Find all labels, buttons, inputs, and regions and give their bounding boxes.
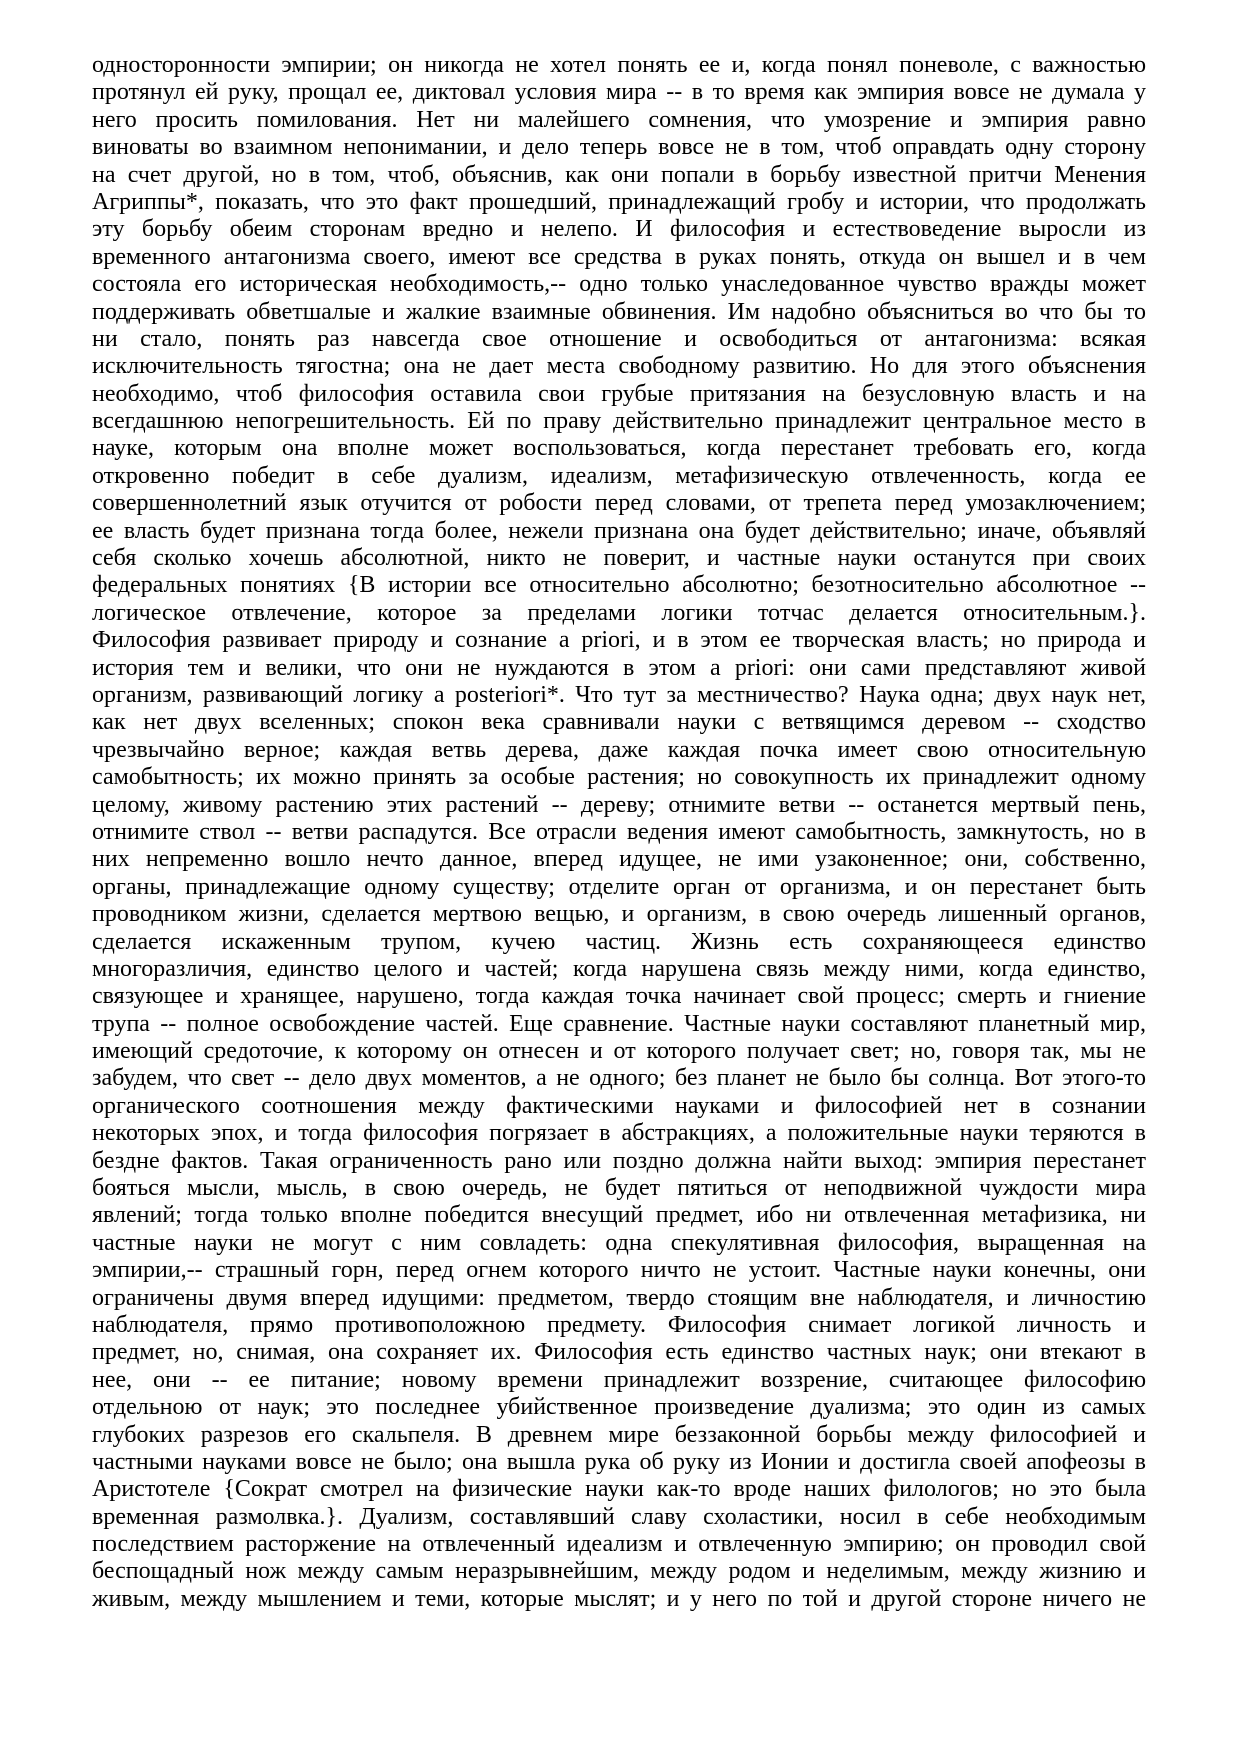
text-line: исключительность тягостна; она не дает места свободному развитию. Но для этого объяснения <box>92 353 1146 380</box>
text-line: отдельною от наук; это последнее убийственное произведение дуализма; это один из самых <box>92 1394 1146 1421</box>
text-line: многоразличия, единство целого и частей; когда нарушена связь между ними, когда единство, <box>92 955 1146 982</box>
text-line: самобытность; их можно принять за особые растения; но совокупность их принадлежит одному <box>92 764 1146 791</box>
text-line: откровенно победит в себе дуализм, идеализм, метафизическую отвлеченность, когда ее <box>92 462 1146 489</box>
text-line: временного антагонизма своего, имеют все средства в руках понять, откуда он вышел и в чем <box>92 243 1146 270</box>
text-line: односторонности эмпирии; он никогда не хотел понять ее и, когда понял поневоле, с важностью <box>92 52 1146 78</box>
text-line: нее, они -- ее питание; новому времени принадлежит воззрение, считающее философию <box>92 1366 1146 1393</box>
text-line: Аристотеле {Сократ смотрел на физические науки как-то вроде наших филологов; но это была <box>92 1476 1146 1503</box>
text-line: отнимите ствол -- ветви распадутся. Все отрасли ведения имеют самобытность, замкнутость, но в <box>92 818 1146 845</box>
text-line: временная размолвка.}. Дуализм, составлявший славу схоластики, носил в себе необходимым <box>92 1503 1146 1530</box>
text-line: трупа -- полное освобождение частей. Еще сравнение. Частные науки составляют планетный мир, <box>92 1010 1146 1037</box>
text-line: живым, между мышлением и теми, которые мыслят; и у него по той и другой стороне ничего не <box>92 1585 1146 1612</box>
text-line: состояла его историческая необходимость,-- одно только унаследованное чувство вражды может <box>92 271 1146 298</box>
text-line: частные науки не могут с ним совладеть: одна спекулятивная философия, выращенная на <box>92 1229 1146 1256</box>
text-line: имеющий средоточие, к которому он отнесен и от которого получает свет; но, говоря так, мы не <box>92 1038 1146 1065</box>
text-line: Агриппы*, показать, что это факт прошедший, принадлежащий гробу и истории, что продолжать <box>92 188 1146 215</box>
text-line: целому, живому растению этих растений -- дереву; отнимите ветви -- останется мертвый пень, <box>92 791 1146 818</box>
text-line: история тем и велики, что они не нуждаются в этом a priori: они сами представляют живой <box>92 654 1146 681</box>
text-line: совершеннолетний язык отучится от робости перед словами, от трепета перед умозаключением; <box>92 490 1146 517</box>
text-line: виноваты во взаимном непонимании, и дело теперь вовсе не в том, чтоб оправдать одну сторону <box>92 134 1146 161</box>
text-line: беспощадный нож между самым неразрывнейшим, между родом и неделимым, между жизнию и <box>92 1558 1146 1585</box>
text-line: последствием расторжение на отвлеченный идеализм и отвлеченную эмпирию; он проводил свой <box>92 1531 1146 1558</box>
text-line: некоторых эпох, и тогда философия погрязает в абстракциях, а положительные науки теряются в <box>92 1120 1146 1147</box>
text-line: логическое отвлечение, которое за пределами логики тотчас делается относительным.}. <box>92 599 1146 626</box>
text-line: связующее и хранящее, нарушено, тогда каждая точка начинает свой процесс; смерть и гниение <box>92 983 1146 1010</box>
text-line: необходимо, чтоб философия оставила свои грубые притязания на безусловную власть и на <box>92 380 1146 407</box>
text-line: органического соотношения между фактическими науками и философией нет в сознании <box>92 1092 1146 1119</box>
text-line: себя сколько хочешь абсолютной, никто не поверит, и частные науки останутся при своих <box>92 545 1146 572</box>
text-line: поддерживать обветшалые и жалкие взаимные обвинения. Им надобно объясниться во что бы то <box>92 298 1146 325</box>
text-line: бояться мысли, мысль, в свою очередь, не будет пятиться от неподвижной чуждости мира <box>92 1175 1146 1202</box>
text-line: частными науками вовсе не было; она вышла рука об руку из Ионии и достигла своей апофеозы в <box>92 1448 1146 1475</box>
text-line: организм, развивающий логику a posteriori*. Что тут за местничество? Наука одна; двух наук нет, <box>92 681 1146 708</box>
text-line: ее власть будет признана тогда более, нежели признана она будет действительно; иначе, объявляй <box>92 517 1146 544</box>
text-line: забудем, что свет -- дело двух моментов, а не одного; без планет не было бы солнца. Вот этого-то <box>92 1065 1146 1092</box>
text-line: проводником жизни, сделается мертвою вещью, и организм, в свою очередь лишенный органов, <box>92 901 1146 928</box>
text-line: глубоких разрезов его скальпеля. В древнем мире беззаконной борьбы между философией и <box>92 1421 1146 1448</box>
text-line: органы, принадлежащие одному существу; отделите орган от организма, и он перестанет быть <box>92 873 1146 900</box>
text-line: наблюдателя, прямо противоположною предмету. Философия снимает логикой личность и <box>92 1311 1146 1338</box>
text-line: Философия развивает природу и сознание a priori, и в этом ее творческая власть; но природа и <box>92 627 1146 654</box>
text-line: бездне фактов. Такая ограниченность рано или поздно должна найти выход: эмпирия перестанет <box>92 1147 1146 1174</box>
text-line: эмпирии,-- страшный горн, перед огнем которого ничто не устоит. Частные науки конечны, они <box>92 1257 1146 1284</box>
text-line: предмет, но, снимая, она сохраняет их. Философия есть единство частных наук; они втекают в <box>92 1339 1146 1366</box>
text-line: сделается искаженным трупом, кучею частиц. Жизнь есть сохраняющееся единство <box>92 928 1146 955</box>
text-line: ни стало, понять раз навсегда свое отношение и освободиться от антагонизма: всякая <box>92 325 1146 352</box>
text-line: науке, которым она вполне может воспользоваться, когда перестанет требовать его, когда <box>92 435 1146 462</box>
text-line: него просить помилования. Нет ни малейшего сомнения, что умозрение и эмпирия равно <box>92 106 1146 133</box>
text-line: на счет другой, но в том, чтоб, объяснив, как они попали в борьбу известной притчи Менения <box>92 161 1146 188</box>
document-page <box>92 52 1146 1613</box>
text-line: как нет двух вселенных; спокон века сравнивали науки с ветвящимся деревом -- сходство <box>92 709 1146 736</box>
text-line: эту борьбу обеим сторонам вредно и нелепо. И философия и естествоведение выросли из <box>92 216 1146 243</box>
text-line: явлений; тогда только вполне победится внесущий предмет, ибо ни отвлеченная метафизика, ни <box>92 1202 1146 1229</box>
text-line: всегдашнюю непогрешительность. Ей по праву действительно принадлежит центральное место в <box>92 408 1146 435</box>
text-line: них непременно вошло нечто данное, вперед идущее, не ими узаконенное; они, собственно, <box>92 846 1146 873</box>
text-line: ограничены двумя вперед идущими: предметом, твердо стоящим вне наблюдателя, и личностию <box>92 1284 1146 1311</box>
text-line: чрезвычайно верное; каждая ветвь дерева, даже каждая почка имеет свою относительную <box>92 736 1146 763</box>
text-line: протянул ей руку, прощал ее, диктовал условия мира -- в то время как эмпирия вовсе не думала у <box>92 79 1146 106</box>
text-line: федеральных понятиях {В истории все относительно абсолютно; безотносительно абсолютное -- <box>92 572 1146 599</box>
